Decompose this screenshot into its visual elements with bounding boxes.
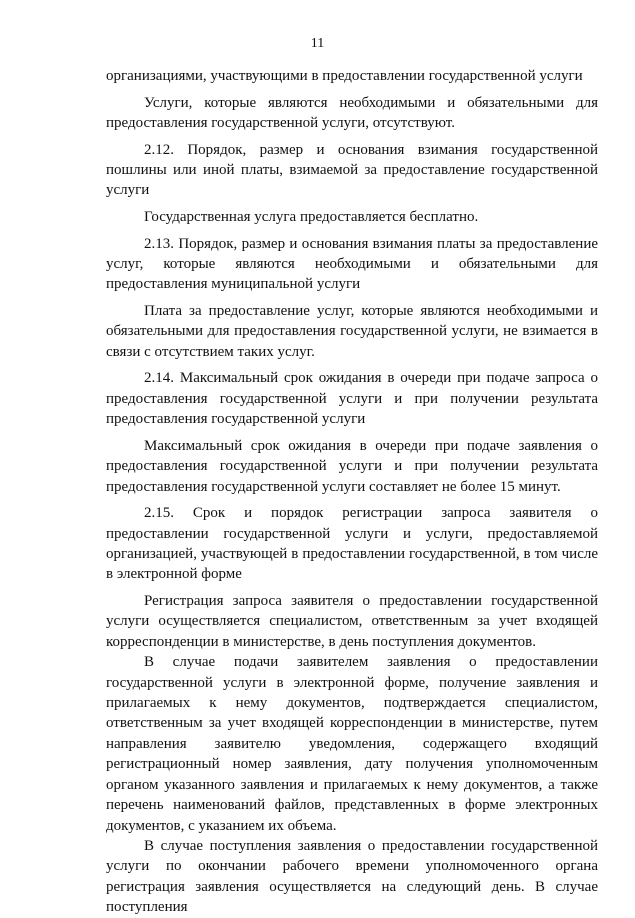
paragraph-fee-not-charged: Плата за предоставление услуг, которые являются необходимыми и обязательными для предоставления государственной услуги, не взимается в связи с отсутствием таких услуг. — [106, 303, 598, 360]
paragraph-free-service: Государственная услуга предоставляется бесплатно. — [144, 209, 479, 225]
paragraph-electronic-submission: В случае подачи заявителем заявления о предоставлении государственной услуги в электронной форме, получение заявления и прилагаемых к нему документов, подтверждается специалистом, ответственным за учет входящей корреспонденции в министерстве, путем направления заявителю уведомления, содержащего входящий регистрационный номер заявления, дату получения уполномоченным органом указанного заявления и прилагаемых к нему документов, а также перечень наименований файлов, представленных в форме электронных документов, с указанием их объема. — [106, 654, 598, 834]
section-heading-2-15: 2.15. Срок и порядок регистрации запроса заявителя о предоставлении государственной услуги и услуги, предоставляемой организацией, участвующей в предоставлении государственной, в том числе в электронной форме — [106, 505, 598, 583]
paragraph-waiting-time: Максимальный срок ожидания в очереди при подаче заявления о предоставления государственной услуги и при получении результата предоставления государственной услуги составляет не более 15 минут. — [106, 437, 598, 495]
page-number: 11 — [310, 36, 325, 51]
section-heading-2-13: 2.13. Порядок, размер и основания взимания платы за предоставление услуг, которые являются необходимыми и обязательными для предоставления муниципальной услуги — [106, 235, 598, 293]
paragraph-required-services: Услуги, которые являются необходимыми и обязательными для предоставления государственной услуги, отсутствуют. — [106, 94, 598, 131]
section-heading-2-14: 2.14. Максимальный срок ожидания в очереди при подаче запроса о предоставления государственной услуги и при получении результата предоставления государственной услуги — [106, 370, 598, 428]
paragraph-request-registration: Регистрация запроса заявителя о предоставлении государственной услуги осуществляется специалистом, ответственным за учет входящей корреспонденции в министерстве, в день поступления документов. — [106, 593, 598, 650]
paragraph-continuation: организациями, участвующими в предоставлении государственной услуги — [106, 68, 583, 84]
section-heading-2-12: 2.12. Порядок, размер и основания взимания государственной пошлины или иной платы, взимаемой за предоставление государственной услуги — [106, 141, 598, 199]
document-body — [106, 66, 598, 918]
paragraph-after-hours: В случае поступления заявления о предоставлении государственной услуги по окончании рабочего времени уполномоченного органа регистрация заявления осуществляется на следующий день. В случае поступления — [106, 837, 598, 916]
